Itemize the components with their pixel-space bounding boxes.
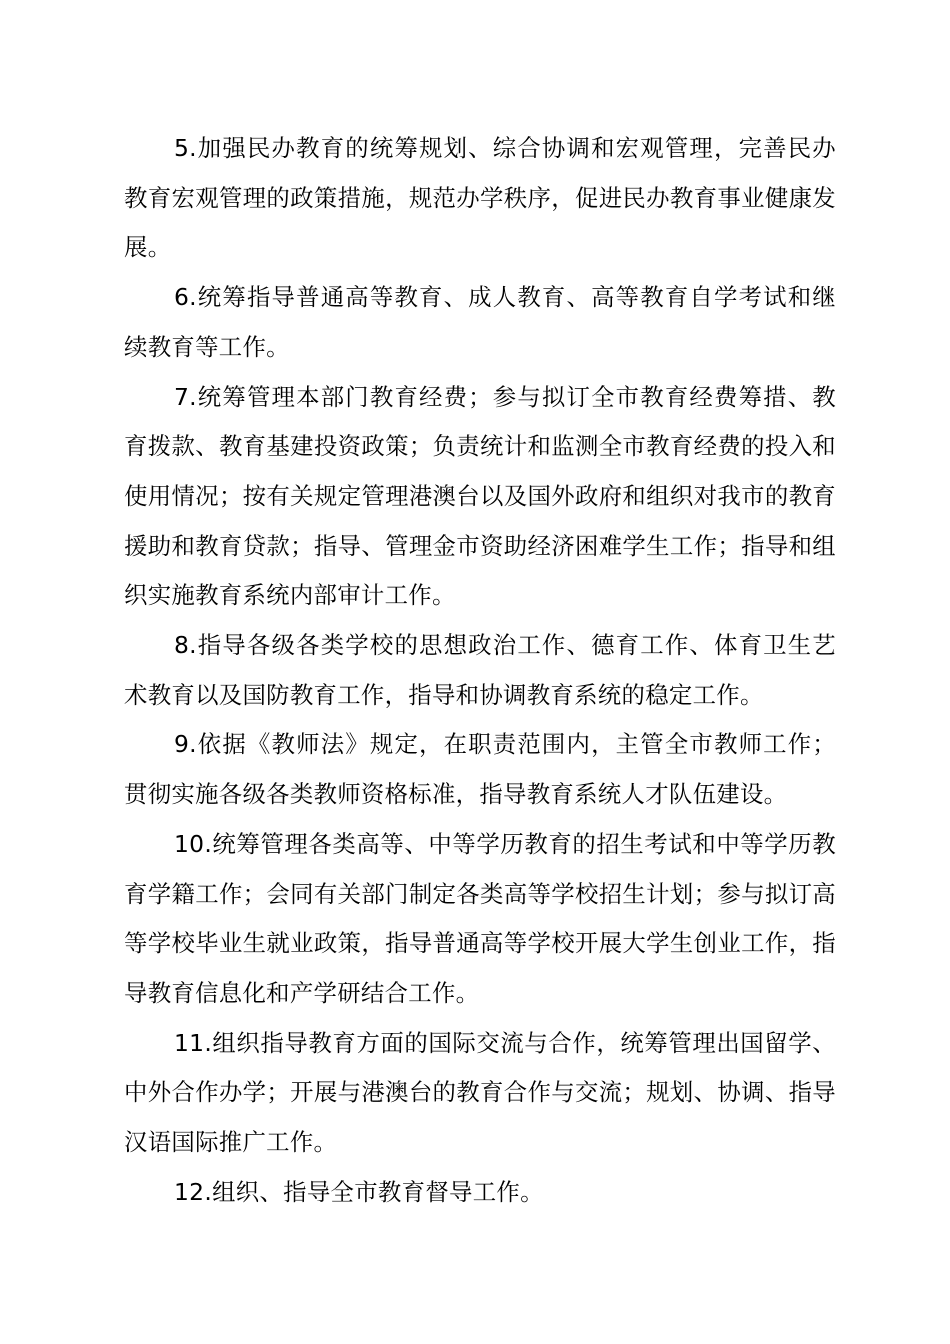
paragraph-6: 6.统筹指导普通高等教育、成人教育、高等教育自学考试和继续教育等工作。	[124, 283, 836, 361]
document-body	[124, 124, 836, 1217]
paragraph-7: 7.统筹管理本部门教育经费；参与拟订全市教育经费筹措、教育拨款、教育基建投资政策；负责统计和监测全市教育经费的投入和使用情况；按有关规定管理港澳台以及国外政府和组织对我市的教育援助和教育贷款；指导、管理金市资助经济困难学生工作；指导和组织实施教育系统内部审计工作。	[124, 382, 836, 610]
paragraph-5: 5.加强民办教育的统筹规划、综合协调和宏观管理，完善民办教育宏观管理的政策措施，规范办学秩序，促进民办教育事业健康发展。	[124, 134, 836, 262]
paragraph-12: 12.组织、指导全市教育督导工作。	[174, 1177, 544, 1206]
paragraph-9: 9.依据《教师法》规定，在职责范围内，主管全市教师工作；贯彻实施各级各类教师资格标准，指导教育系统人才队伍建设。	[124, 730, 836, 809]
paragraph-10: 10.统筹管理各类高等、中等学历教育的招生考试和中等学历教育学籍工作；会同有关部门制定各类高等学校招生计划；参与拟订高等学校毕业生就业政策，指导普通高等学校开展大学生创业工作，指导教育信息化和产学研结合工作。	[124, 829, 836, 1007]
paragraph-11: 11.组织指导教育方面的国际交流与合作，统筹管理出国留学、中外合作办学；开展与港澳台的教育合作与交流；规划、协调、指导汉语国际推广工作。	[124, 1028, 836, 1157]
paragraph-8: 8.指导各级各类学校的思想政治工作、德育工作、体育卫生艺术教育以及国防教育工作，指导和协调教育系统的稳定工作。	[124, 631, 836, 709]
